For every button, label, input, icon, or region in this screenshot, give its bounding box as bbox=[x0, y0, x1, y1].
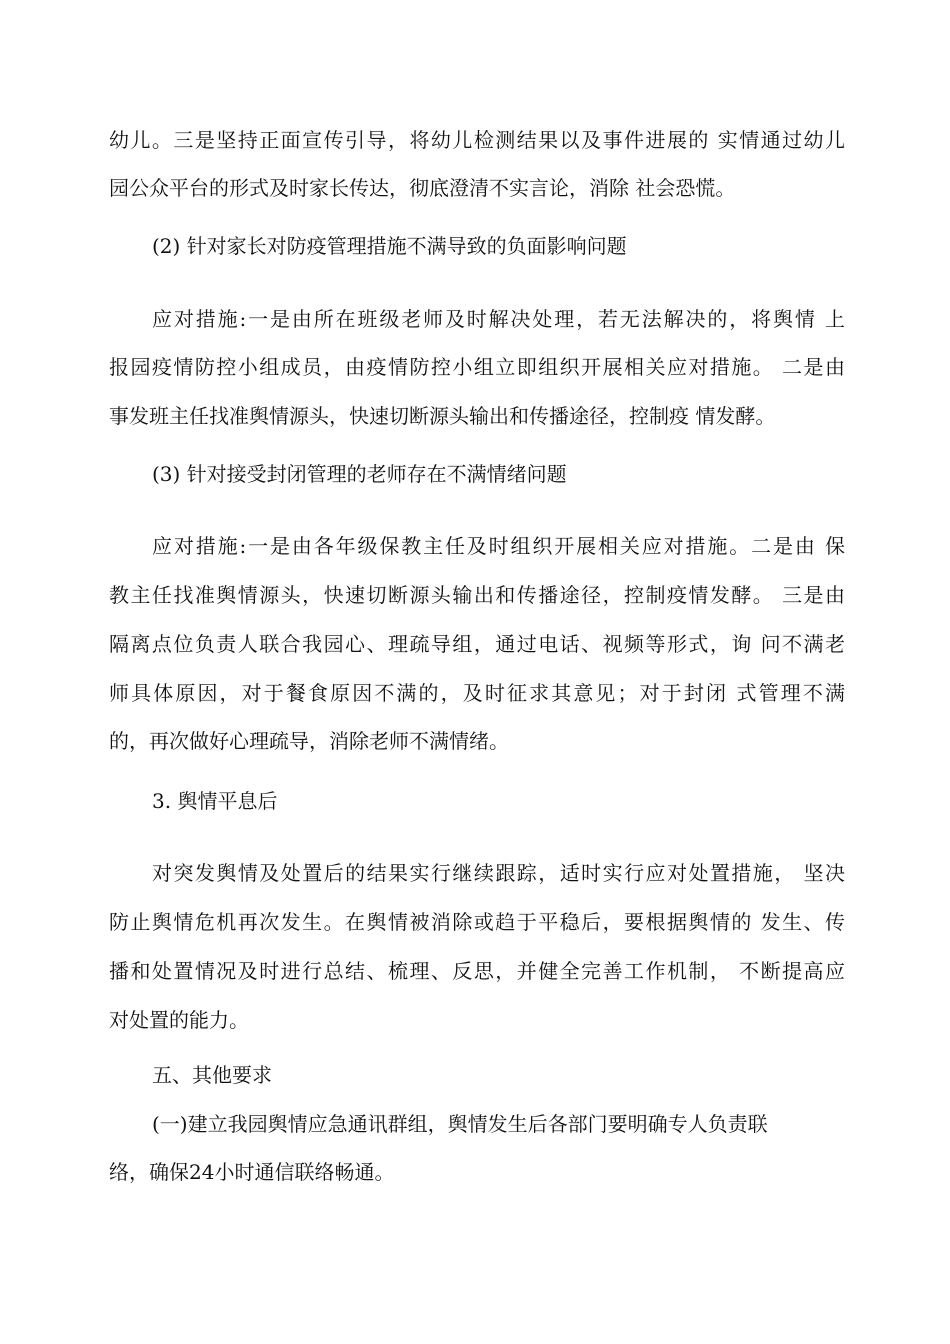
paragraph-line: 报园疫情防控小组成员，由疫情防控小组立即组织开展相关应对措施。 二是由 bbox=[109, 355, 845, 379]
paragraph-line: 园公众平台的形式及时家长传达，彻底澄清不实言论，消除 社会恐慌。 bbox=[109, 176, 736, 200]
paragraph-line: 应对措施:一是由各年级保教主任及时组织开展相关应对措施。二是由 保 bbox=[152, 534, 845, 558]
paragraph-line: 教主任找准舆情源头，快速切断源头输出和传播途径，控制疫情发酵。 三是由 bbox=[109, 583, 845, 607]
section-heading: 五、其他要求 bbox=[152, 1063, 272, 1087]
paragraph-line: 事发班主任找准舆情源头，快速切断源头输出和传播途径，控制疫 情发酵。 bbox=[109, 404, 776, 428]
section-heading: (2) 针对家长对防疫管理措施不满导致的负面影响问题 bbox=[152, 234, 627, 258]
paragraph-line: 防止舆情危机再次发生。在舆情被消除或趋于平稳后，要根据舆情的 发生、传 bbox=[109, 910, 845, 934]
paragraph-line: (一)建立我园舆情应急通讯群组，舆情发生后各部门要明确专人负责联 bbox=[152, 1112, 768, 1136]
paragraph-line: 对处置的能力。 bbox=[109, 1008, 249, 1032]
paragraph-line: 对突发舆情及处置后的结果实行继续跟踪，适时实行应对处置措施， 坚决 bbox=[152, 861, 845, 885]
section-heading: 3. 舆情平息后 bbox=[152, 789, 278, 813]
paragraph-line: 络，确保24小时通信联络畅通。 bbox=[109, 1160, 395, 1184]
paragraph-line: 幼儿。三是坚持正面宣传引导，将幼儿检测结果以及事件进展的 实情通过幼儿 bbox=[109, 128, 845, 152]
paragraph-line: 隔离点位负责人联合我园心、理疏导组，通过电话、视频等形式，询 问不满老 bbox=[109, 632, 845, 656]
paragraph-line: 播和处置情况及时进行总结、梳理、反思，并健全完善工作机制， 不断提高应 bbox=[109, 959, 845, 983]
section-heading: (3) 针对接受封闭管理的老师存在不满情绪问题 bbox=[152, 462, 567, 486]
paragraph-line: 师具体原因，对于餐食原因不满的，及时征求其意见；对于封闭 式管理不满 bbox=[109, 681, 845, 705]
paragraph-line: 的，再次做好心理疏导，消除老师不满情绪。 bbox=[109, 729, 509, 753]
paragraph-line: 应对措施:一是由所在班级老师及时解决处理，若无法解决的，将舆情 上 bbox=[152, 307, 845, 331]
